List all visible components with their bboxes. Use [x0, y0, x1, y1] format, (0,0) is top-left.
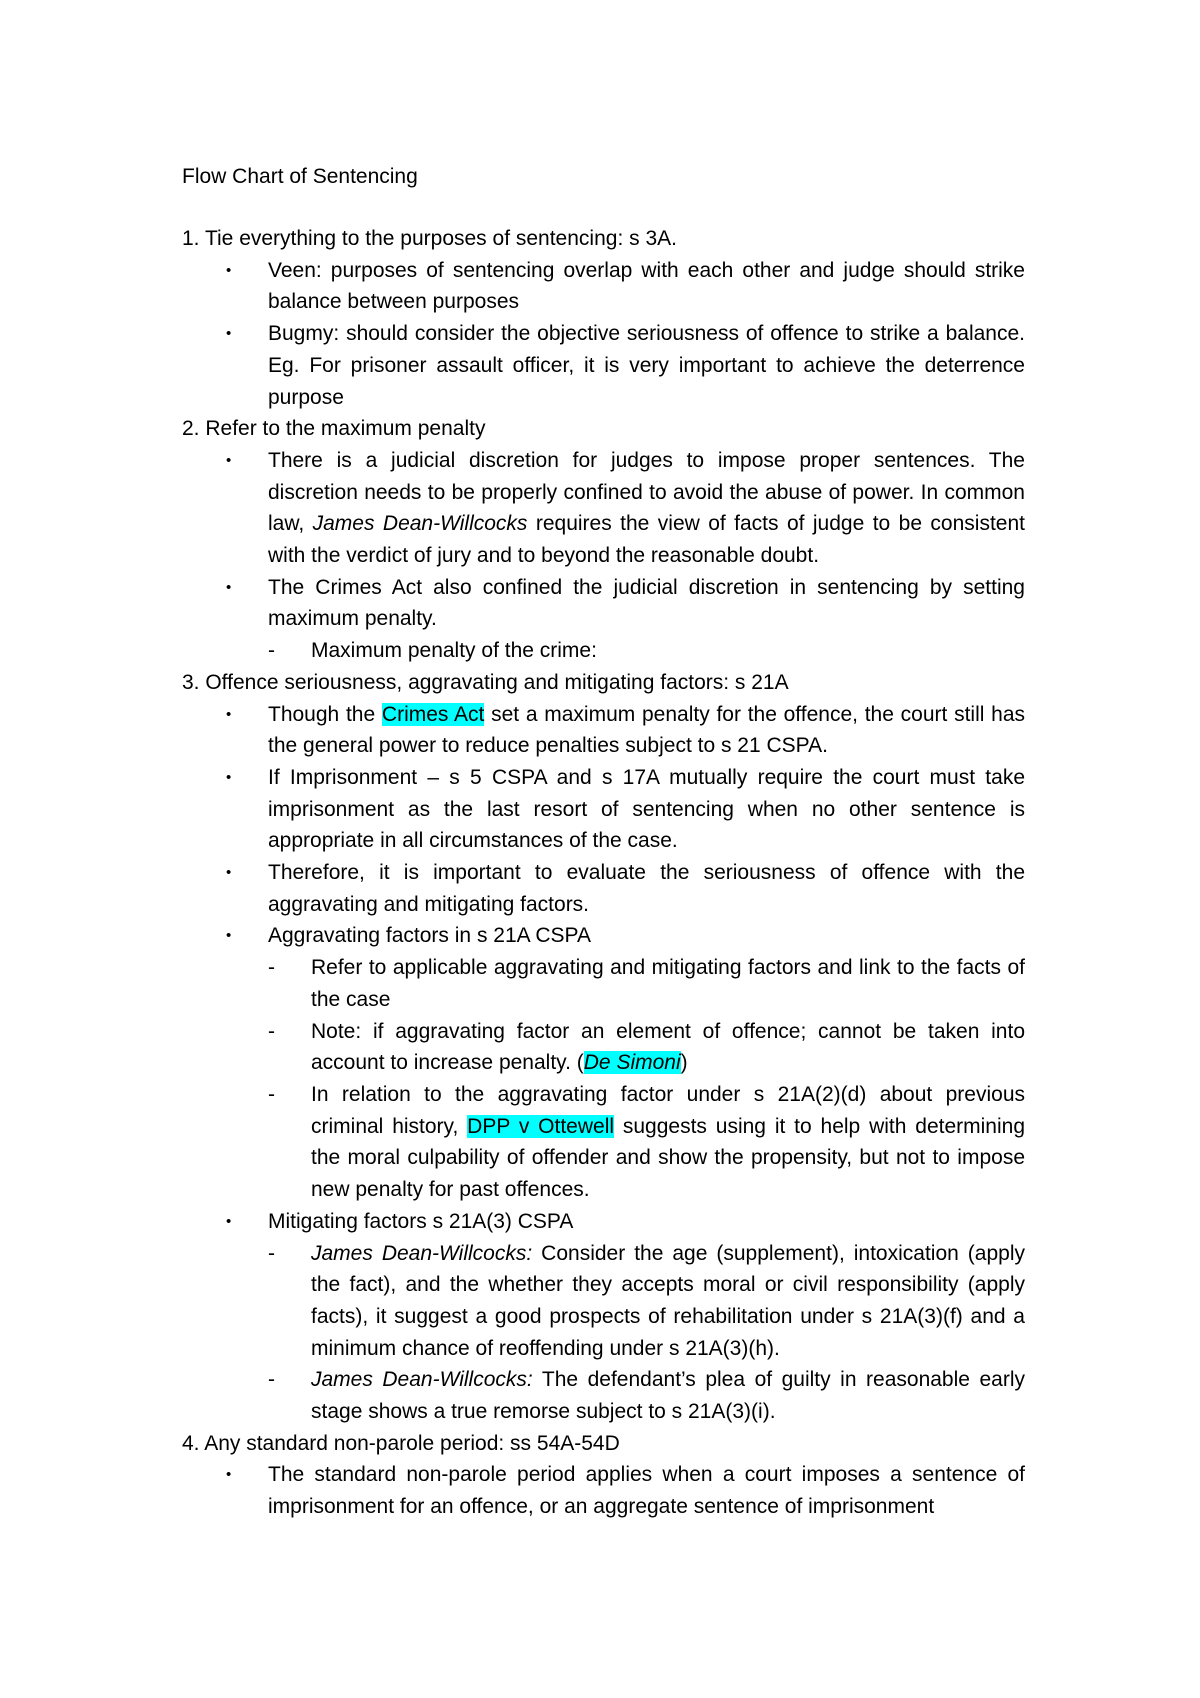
case-name-james-dean-willcocks: James Dean-Willcocks [312, 512, 528, 536]
section-2-heading: 2. Refer to the maximum penalty [182, 417, 486, 441]
section-3-dash-note [182, 1016, 1025, 1079]
document-body [182, 223, 1025, 1523]
section-3-heading: 3. Offence seriousness, aggravating and mitigating factors: s 21A [182, 670, 789, 694]
text-segment: ) [680, 1051, 688, 1075]
section-1-bullet-bugmy: • Bugmy: should consider the objective seriousness of offence to strike a balance. Eg. For prisoner assault officer, it is very important to achieve the deterrence purpose [182, 318, 1025, 413]
text-segment: Note: if aggravating factor an element of offence; cannot be taken into account to increase penalty. ( [311, 1019, 1025, 1075]
case-name-james-dean-willcocks: James Dean-Willcocks: [311, 1241, 533, 1265]
text-segment: set a maximum penalty for the offence, the court still has the general power to reduce penalties subject to s 21 CSPA. [268, 702, 1025, 758]
section-2-bullet-discretion [182, 445, 1025, 572]
section-4-bullet-standard-non-parole: • The standard non-parole period applies when a court imposes a sentence of imprisonment for an offence, or an aggregate sentence of imprisonment [182, 1459, 1025, 1522]
section-3-bullet-aggravating: • Aggravating factors in s 21A CSPA [182, 920, 1025, 952]
text-segment: suggests using it to help with determining the moral culpability of offender and show the propensity, but not to impose new penalty for past offences. [311, 1114, 1026, 1202]
section-2-bullet-crimes-act: • The Crimes Act also confined the judicial discretion in sentencing by setting maximum penalty. [182, 572, 1025, 635]
section-1-heading: 1. Tie everything to the purposes of sentencing: s 3A. [182, 227, 677, 250]
case-name-james-dean-willcocks: James Dean-Willcocks: [311, 1368, 533, 1392]
section-3-dash-ottewell [182, 1079, 1025, 1206]
text-segment: Though the [268, 702, 382, 726]
section-1-bullet-veen: • Veen: purposes of sentencing overlap with each other and judge should strike balance between purposes [182, 255, 1025, 318]
text-segment: There is a judicial discretion for judges to impose proper sentences. The discretion needs to be properly confined to avoid the abuse of power. In common law, [268, 448, 1025, 536]
section-3-bullet-mitigating: • Mitigating factors s 21A(3) CSPA [182, 1206, 1025, 1238]
text-segment: In relation to the aggravating factor under s 21A(2)(d) about previous criminal history, [311, 1082, 1025, 1138]
text-segment: requires the view of facts of judge to be consistent with the verdict of jury and to beyond the reasonable doubt. [268, 512, 1025, 568]
section-4-heading: 4. Any standard non-parole period: ss 54A-54D [182, 1431, 620, 1455]
text-segment: Consider the age (supplement), intoxication (apply the fact), and the whether they accepts moral or civil responsibility (apply facts), it suggest a good prospects of rehabilitation under s 21A(3)(f) and a minimum chance of reoffending under s 21A(3)(h). [311, 1241, 1025, 1360]
section-3-bullet-therefore: • Therefore, it is important to evaluate the seriousness of offence with the aggravating and mitigating factors. [182, 857, 1025, 920]
case-name-de-simoni: De Simoni [583, 1051, 681, 1075]
highlighted-crimes-act: Crimes Act [381, 702, 485, 726]
highlighted-dpp-v-ottewell: DPP v Ottewell [467, 1114, 615, 1138]
section-3-bullet-imprisonment: • If Imprisonment – s 5 CSPA and s 17A mutually require the court must take imprisonment as the last resort of sentencing when no other sentence is appropriate in all circumstances of the case. [182, 762, 1025, 857]
section-3-dash-dean-willcocks-age [182, 1238, 1025, 1365]
document-title: Flow Chart of Sentencing [182, 165, 418, 188]
section-3-dash-refer: - Refer to applicable aggravating and mitigating factors and link to the facts of the case [182, 952, 1025, 1015]
section-3-dash-dean-willcocks-plea [182, 1364, 1025, 1427]
section-3-bullet-crimes-act [182, 699, 1025, 762]
text-segment: The defendant’s plea of guilty in reasonable early stage shows a true remorse subject to s 21A(3)(i). [311, 1368, 1025, 1424]
section-2-dash-maximum-penalty: - Maximum penalty of the crime: [182, 635, 1025, 667]
